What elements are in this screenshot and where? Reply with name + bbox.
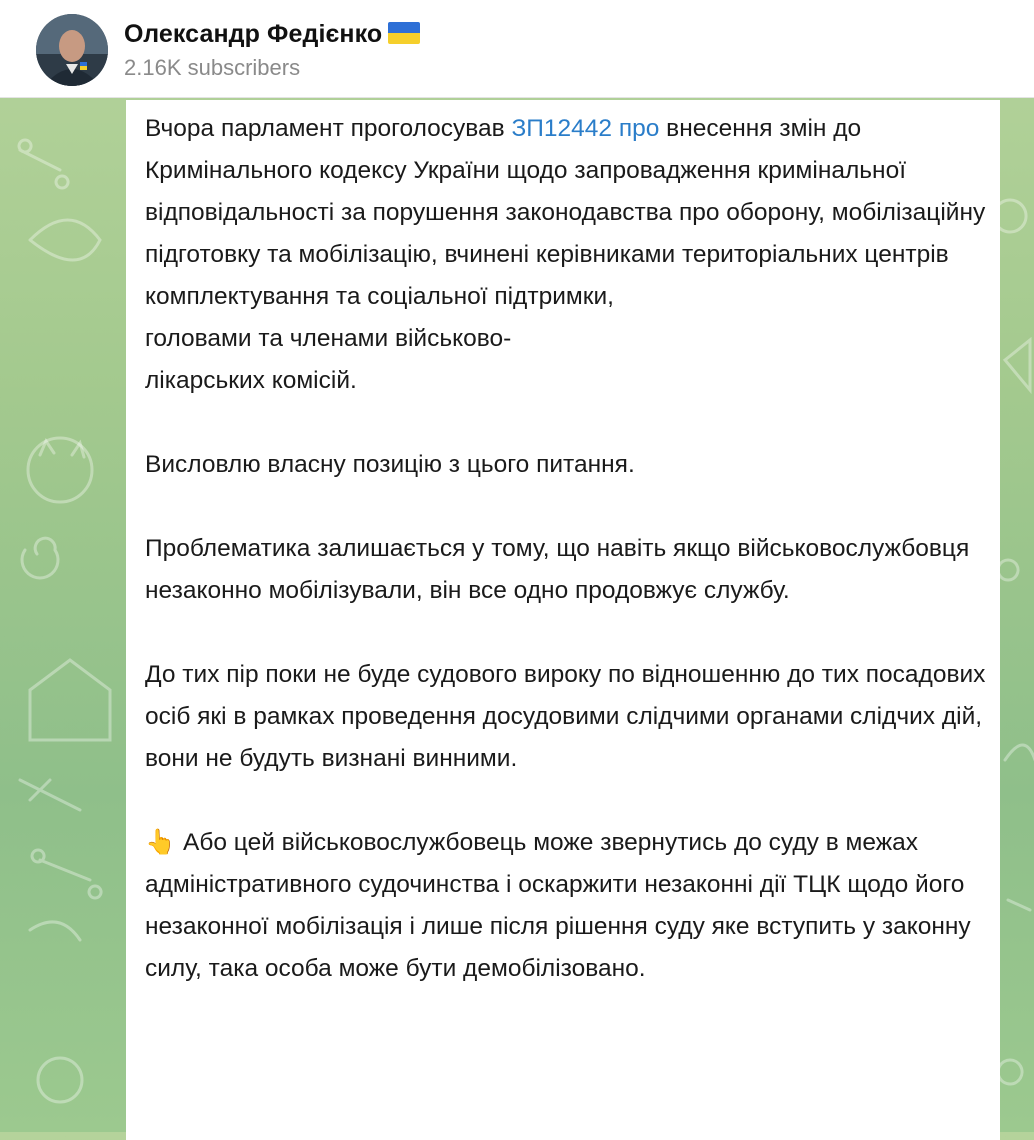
channel-avatar[interactable]	[36, 14, 108, 86]
bill-link[interactable]: ЗП12442 про	[511, 115, 660, 142]
paragraph-3: Проблематика залишається у тому, що навіть якщо військовослужбовця незаконно мобілізували, він все одно продовжує службу.	[145, 535, 970, 604]
paragraph-1: Вчора парламент проголосував ЗП12442 про внесення змін до Кримінального кодексу України щодо запровадження кримінальної відповідальності за порушення законодавства про оборону, мобілізаційну підготовку та мобілізацію, вчинені керівниками територіальних центрів комплектування та соціальної підтримки,	[145, 115, 986, 310]
channel-name: Олександр Федієнко	[124, 20, 383, 48]
paragraph-4: До тих пір поки не буде судового вироку по відношенню до тих посадових осіб які в рамках проведення досудовими слідчими органами слідчих дій, вони не будуть визнані винними.	[145, 661, 986, 772]
subscriber-count: 2.16K subscribers	[124, 55, 301, 80]
channel-title[interactable]	[124, 20, 420, 49]
paragraph-5: 👆 Або цей військовослужбовець може звернутись до суду в межах адміністративного судочинства і оскаржити незаконні дії ТЦК щодо його незаконної мобілізація і лише після рішення суду яке вступить у законну силу, така особа може бути демобілізовано.	[145, 822, 987, 990]
message-text	[145, 108, 987, 990]
paragraph-1-line-2: головами та членами військово-	[145, 325, 512, 352]
paragraph-2: Висловлю власну позицію з цього питання.	[145, 451, 635, 478]
pointing-up-hand-icon: 👆	[145, 829, 176, 856]
paragraph-1-line-3: лікарських комісій.	[145, 367, 357, 394]
message-bubble	[126, 100, 1000, 1140]
ukraine-flag-icon	[388, 22, 420, 44]
channel-header	[0, 0, 1034, 98]
avatar-photo-icon	[36, 14, 108, 86]
